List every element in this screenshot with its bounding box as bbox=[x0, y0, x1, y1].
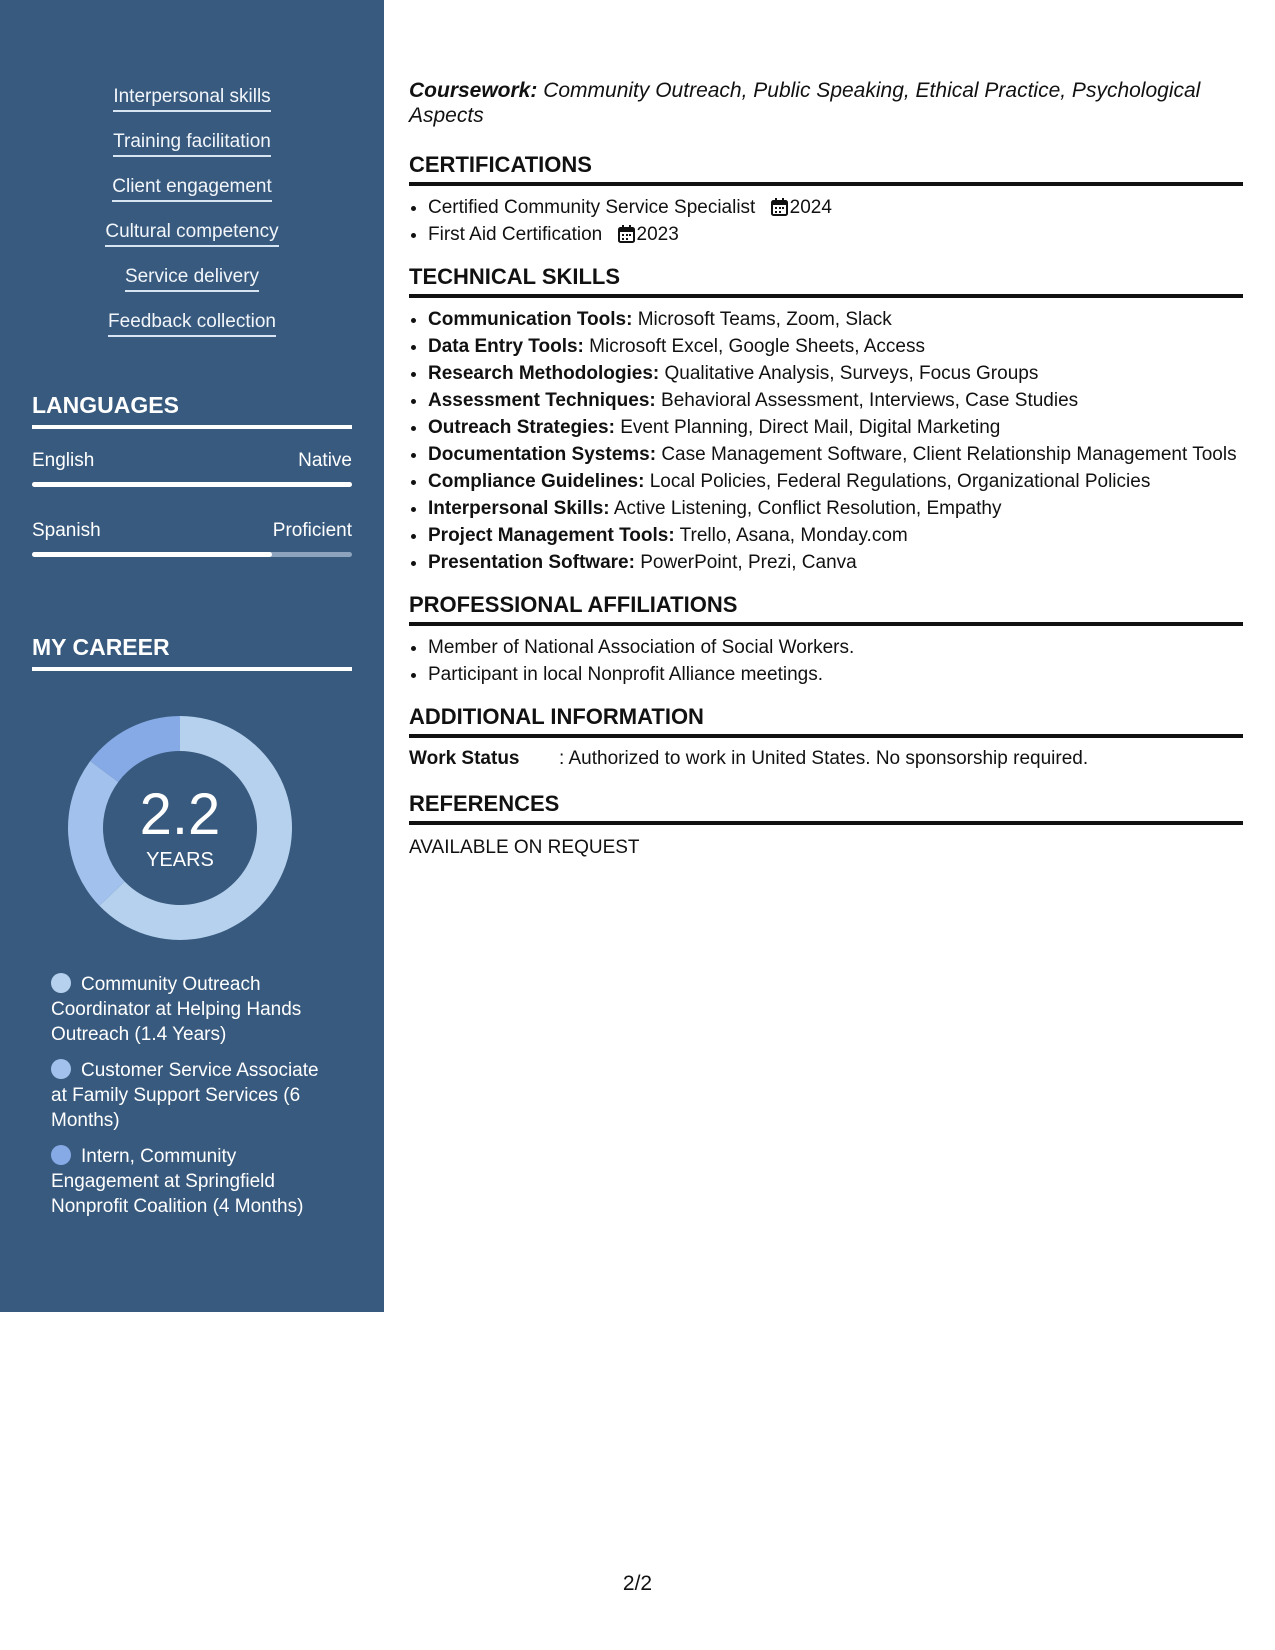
legend-dot-icon bbox=[51, 1145, 71, 1165]
calendar-icon bbox=[771, 198, 788, 216]
skill-values: PowerPoint, Prezi, Canva bbox=[640, 552, 857, 573]
language-bar bbox=[32, 482, 352, 487]
additional-info-title: ADDITIONAL INFORMATION bbox=[409, 704, 1243, 738]
work-status-row bbox=[409, 746, 1243, 771]
skill-values: Event Planning, Direct Mail, Digital Marketing bbox=[620, 417, 1001, 438]
technical-skill-item bbox=[428, 414, 1243, 441]
career-unit: YEARS bbox=[146, 849, 214, 871]
work-status-label: Work Status bbox=[409, 748, 520, 769]
certifications-list bbox=[409, 194, 1243, 248]
skill-category: Project Management Tools: bbox=[428, 525, 675, 546]
skill-values: Microsoft Teams, Zoom, Slack bbox=[637, 309, 892, 330]
skill-item bbox=[0, 131, 384, 176]
sidebar bbox=[0, 0, 384, 1312]
skill-item bbox=[0, 221, 384, 266]
technical-skill-item bbox=[428, 495, 1243, 522]
language-name: English bbox=[32, 450, 95, 471]
technical-skill-item bbox=[428, 441, 1243, 468]
language-bar-fill bbox=[32, 482, 352, 487]
technical-skill-item bbox=[428, 522, 1243, 549]
language-english bbox=[32, 450, 352, 487]
certification-item bbox=[428, 194, 1243, 221]
certification-year: 2024 bbox=[789, 197, 832, 218]
certification-item bbox=[428, 221, 1243, 248]
certification-name: Certified Community Service Specialist bbox=[428, 197, 756, 218]
skill-category: Research Methodologies: bbox=[428, 363, 660, 384]
language-spanish bbox=[32, 520, 352, 557]
affiliations-title: PROFESSIONAL AFFILIATIONS bbox=[409, 592, 1243, 626]
language-name: Spanish bbox=[32, 520, 101, 541]
skill-label: Client engagement bbox=[112, 176, 272, 202]
language-level: Proficient bbox=[272, 520, 352, 541]
calendar-icon bbox=[618, 225, 635, 243]
work-status-value: : Authorized to work in United States. No sponsorship required. bbox=[559, 748, 1089, 769]
skill-values: Active Listening, Conflict Resolution, Empathy bbox=[613, 498, 1002, 519]
legend-dot-icon bbox=[51, 1059, 71, 1079]
skill-category: Communication Tools: bbox=[428, 309, 633, 330]
skill-item bbox=[0, 311, 384, 356]
skill-item bbox=[0, 86, 384, 131]
certifications-title: CERTIFICATIONS bbox=[409, 152, 1243, 186]
languages-heading: LANGUAGES bbox=[32, 392, 352, 429]
skill-label: Training facilitation bbox=[113, 131, 271, 157]
affiliations-list bbox=[409, 634, 1243, 688]
skill-values: Case Management Software, Client Relationship Management Tools bbox=[661, 444, 1237, 465]
affiliation-item: • Participant in local Nonprofit Alliance meetings. bbox=[428, 661, 1243, 688]
affiliation-item: • Member of National Association of Social Workers. bbox=[428, 634, 1243, 661]
language-bar-fill bbox=[32, 552, 272, 557]
language-bar bbox=[32, 552, 352, 557]
career-total: 2.2 bbox=[139, 782, 221, 847]
technical-skill-item bbox=[428, 306, 1243, 333]
references-text: AVAILABLE ON REQUEST bbox=[409, 837, 640, 858]
skill-label: Interpersonal skills bbox=[113, 86, 270, 112]
technical-skill-item bbox=[428, 468, 1243, 495]
skill-category: Data Entry Tools: bbox=[428, 336, 584, 357]
references-title: REFERENCES bbox=[409, 791, 1243, 825]
skill-label: Service delivery bbox=[125, 266, 259, 292]
career-item-text: Customer Service Associate at Family Support Services (6 Months) bbox=[51, 1060, 319, 1131]
skill-label: Feedback collection bbox=[108, 311, 276, 337]
career-item-text: Community Outreach Coordinator at Helping Hands Outreach (1.4 Years) bbox=[51, 974, 302, 1045]
skill-category: Outreach Strategies: bbox=[428, 417, 615, 438]
skill-category: Interpersonal Skills: bbox=[428, 498, 610, 519]
coursework-label: Coursework: bbox=[409, 79, 538, 102]
certification-name: First Aid Certification bbox=[428, 224, 603, 245]
skill-values: Trello, Asana, Monday.com bbox=[679, 525, 908, 546]
technical-skill-item bbox=[428, 360, 1243, 387]
technical-skill-item bbox=[428, 387, 1243, 414]
skill-values: Local Policies, Federal Regulations, Organizational Policies bbox=[649, 471, 1151, 492]
skill-values: Qualitative Analysis, Surveys, Focus Groups bbox=[664, 363, 1039, 384]
language-level: Native bbox=[298, 450, 352, 471]
skill-item bbox=[0, 176, 384, 221]
skill-item bbox=[0, 266, 384, 311]
page-number: 2/2 bbox=[622, 1572, 653, 1595]
career-item bbox=[51, 1058, 331, 1133]
donut-segment-2 bbox=[68, 761, 125, 906]
coursework-text: Community Outreach, Public Speaking, Ethical Practice, Psychological Aspects bbox=[409, 79, 1201, 127]
certification-year: 2023 bbox=[636, 224, 679, 245]
skill-category: Documentation Systems: bbox=[428, 444, 657, 465]
skill-values: Microsoft Excel, Google Sheets, Access bbox=[589, 336, 925, 357]
career-item bbox=[51, 1144, 331, 1219]
technical-skill-item bbox=[428, 333, 1243, 360]
skills-list bbox=[0, 86, 384, 356]
main-content bbox=[409, 78, 1243, 859]
skill-category: Compliance Guidelines: bbox=[428, 471, 645, 492]
technical-skills-title: TECHNICAL SKILLS bbox=[409, 264, 1243, 298]
skill-category: Assessment Techniques: bbox=[428, 390, 656, 411]
technical-skills-list bbox=[409, 306, 1243, 576]
career-legend bbox=[51, 972, 331, 1230]
skill-values: Behavioral Assessment, Interviews, Case Studies bbox=[661, 390, 1079, 411]
career-heading: MY CAREER bbox=[32, 634, 352, 671]
skill-category: Presentation Software: bbox=[428, 552, 635, 573]
skill-label: Cultural competency bbox=[105, 221, 278, 247]
legend-dot-icon bbox=[51, 973, 71, 993]
technical-skill-item bbox=[428, 549, 1243, 576]
career-item bbox=[51, 972, 331, 1047]
coursework bbox=[409, 78, 1243, 128]
career-item-text: Intern, Community Engagement at Springfield Nonprofit Coalition (4 Months) bbox=[51, 1146, 304, 1217]
career-donut-chart bbox=[62, 710, 298, 946]
